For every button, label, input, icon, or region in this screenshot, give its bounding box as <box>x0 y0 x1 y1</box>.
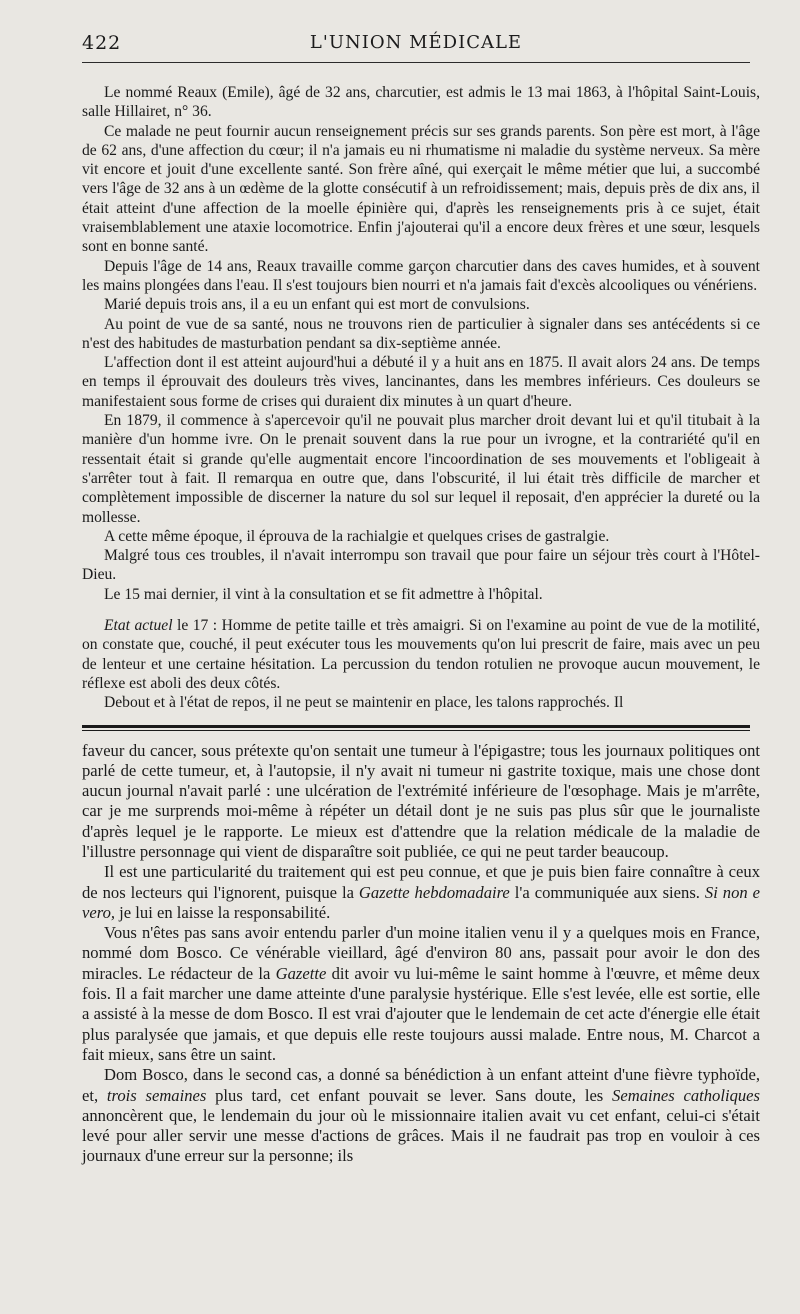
text-run: plus tard, cet enfant pouvait se lever. Sans doute, les <box>206 1085 613 1105</box>
feuilleton-paragraph: faveur du cancer, sous prétexte qu'on sentait une tumeur à l'épigastre; tous les journaux politiques ont parlé de cette tumeur, et, à l'autopsie, il n'y avait ni tumeur ni gastrite toxique, mais une chose dont aucun journal n'avait parlé : une ulcération de l'extrémité inférieure de l'œsophage. Mais je m'arrête, car je me surprends moi-même à répéter un détail dont je ne suis pas plus sûr que le journaliste d'après lequel je le rapporte. Le mieux est d'attendre que la relation médicale de la maladie de l'illustre personnage qui vient de disparaître soit publiée, ce qui ne peut tarder beaucoup. <box>82 740 760 861</box>
text-run: annoncèrent que, le lendemain du jour où le missionnaire italien avait vu cet enfant, celui-ci s'était levé pour aller servir une messe d'actions de grâces. Mais il ne faudrait pas trop en vouloir à ces journaux d'une erreur sur la personne; ils <box>82 1105 760 1166</box>
case-paragraph: Le 15 mai dernier, il vint à la consultation et se fit admettre à l'hôpital. <box>104 585 543 603</box>
case-paragraph: Malgré tous ces troubles, il n'avait interrompu son travail que pour faire un séjour très court à l'Hôtel-Dieu. <box>82 547 760 584</box>
text-run: je lui en laisse la responsabilité. <box>115 902 331 922</box>
case-paragraph: Marié depuis trois ans, il a eu un enfant qui est mort de convulsions. <box>104 296 530 314</box>
feuilleton-paragraph <box>82 1065 760 1166</box>
feuilleton-paragraph <box>82 923 760 1065</box>
case-paragraph: Ce malade ne peut fournir aucun renseignement précis sur ses grands parents. Son père est mort, à l'âge de 62 ans, d'une affection du cœur; il n'a jamais eu ni rhumatisme ni maladie du système nerveux. Sa mère vit encore et jouit d'une excellente santé. Son frère aîné, qui exerçait le même métier que lui, a succombé vers l'âge de 32 ans à un œdème de la glotte consécutif à un refroidissement; mais, depuis près de dix ans, il était atteint d'une affection de la moelle épinière qui, d'après les renseignements pris à ce sujet, était vraisemblablement une ataxie locomotrice. Enfin j'ajouterai qu'il a encore deux frères et une sœur, lesquels sont en bonne santé. <box>82 122 760 256</box>
etat-actuel-text: le 17 : Homme de petite taille et très amaigri. Si on l'examine au point de vue de la motilité, on constate que, couché, il peut exécuter tous les mouvements qu'on lui prescrit de faire, mais avec un peu de lenteur et une certaine hésitation. La percussion du tendon rotulien ne provoque aucun mouvement, le réflexe est aboli des deux côtés. <box>82 617 760 692</box>
case-paragraph: En 1879, il commence à s'apercevoir qu'il ne pouvait plus marcher droit devant lui et qu'il titubait à la manière d'un homme ivre. On le prenait souvent dans la rue pour un ivrogne, et la contrariété qu'il en ressentait était si grande qu'elle augmentait encore l'incoordination de ses mouvements et l'obligeait à s'arrêter tout à fait. Il remarqua en outre que, dans l'obscurité, il lui était très difficile de marcher et complètement impossible de discerner la nature du sol sur lequel il reposait, d'en apprécier la dureté ou la mollesse. <box>82 412 760 526</box>
italic-phrase: trois semaines <box>106 1085 207 1105</box>
feuilleton <box>82 741 760 1167</box>
paragraph-gap <box>82 604 760 616</box>
page-number: 422 <box>82 32 122 54</box>
case-report <box>82 83 760 713</box>
text-run: Il est une particularité du traitement qui est peu connue, et que je puis bien faire connaître à ceux de nos lecteurs qui l'ignorent, puisque la <box>82 862 760 902</box>
italian-phrase: Si non e vero, <box>82 882 760 922</box>
case-paragraph: L'affection dont il est atteint aujourd'hui a débuté il y a huit ans en 1875. Il avait alors 24 ans. De temps en temps il éprouvait des douleurs très vives, lancinantes, dans les membres inférieurs. Ces douleurs se manifestaient sous forme de crises qui duraient dix minutes à un quart d'heure. <box>82 354 760 410</box>
gazette-title: Gazette hebdomadaire <box>358 882 510 902</box>
case-last-line: Debout et à l'état de repos, il ne peut se maintenir en place, les talons rapprochés. Il <box>104 694 624 712</box>
text-run: Vous n'êtes pas sans avoir entendu parler d'un moine italien venu il y a quelques mois en France, nommé dom Bosco. Ce vénérable vieillard, âgé d'environ 80 ans, passait pour avoir le don des miracles. Le rédacteur de la <box>82 923 760 983</box>
text-run: Dom Bosco, dans le second cas, a donné sa bénédiction à un enfant atteint d'une fièvre typhoïde, et, <box>82 1065 760 1105</box>
case-paragraph: Au point de vue de sa santé, nous ne trouvons rien de particulier à signaler dans ses antécédents si ce n'est des habitudes de masturbation pendant sa dix-septième année. <box>82 315 760 352</box>
case-paragraph: A cette même époque, il éprouva de la rachialgie et quelques crises de gastralgie. <box>104 527 610 545</box>
feuilleton-paragraph <box>82 862 760 923</box>
text-run: l'a communiquée aux siens. <box>509 882 705 902</box>
case-paragraph: Le nommé Reaux (Emile), âgé de 32 ans, charcutier, est admis le 13 mai 1863, à l'hôpital Saint-Louis, salle Hillairet, n° 36. <box>82 84 760 121</box>
page-header <box>82 24 750 63</box>
case-paragraph: Depuis l'âge de 14 ans, Reaux travaille comme garçon charcutier dans des caves humides, et à souvent les mains plongées dans l'eau. Il s'est toujours bien nourri et n'a jamais fait d'excès alcooliques ou vénériens. <box>82 257 760 294</box>
running-title: L'UNION MÉDICALE <box>309 32 523 53</box>
etat-actuel-paragraph <box>82 616 760 693</box>
etat-actuel-label: Etat actuel <box>104 617 173 635</box>
text-run: dit avoir vu lui-même le saint homme à l'œuvre, et même deux fois. Il a fait marcher une dame atteinte d'une paralysie hystérique. Elle s'est levée, elle est sortie, elle a assisté à la messe de dom Bosco. Il est vrai d'ajouter que le lendemain de cet acte d'énergie elle était plus paralysée que jamais, et que depuis elle reste toujours aussi malade. Entre nous, M. Charcot a fait mieux, sans être un saint. <box>82 963 760 1064</box>
gazette-title: Gazette <box>275 963 327 983</box>
semaines-catholiques-title: Semaines catholiques <box>612 1085 760 1105</box>
feuilleton-divider <box>82 725 750 731</box>
